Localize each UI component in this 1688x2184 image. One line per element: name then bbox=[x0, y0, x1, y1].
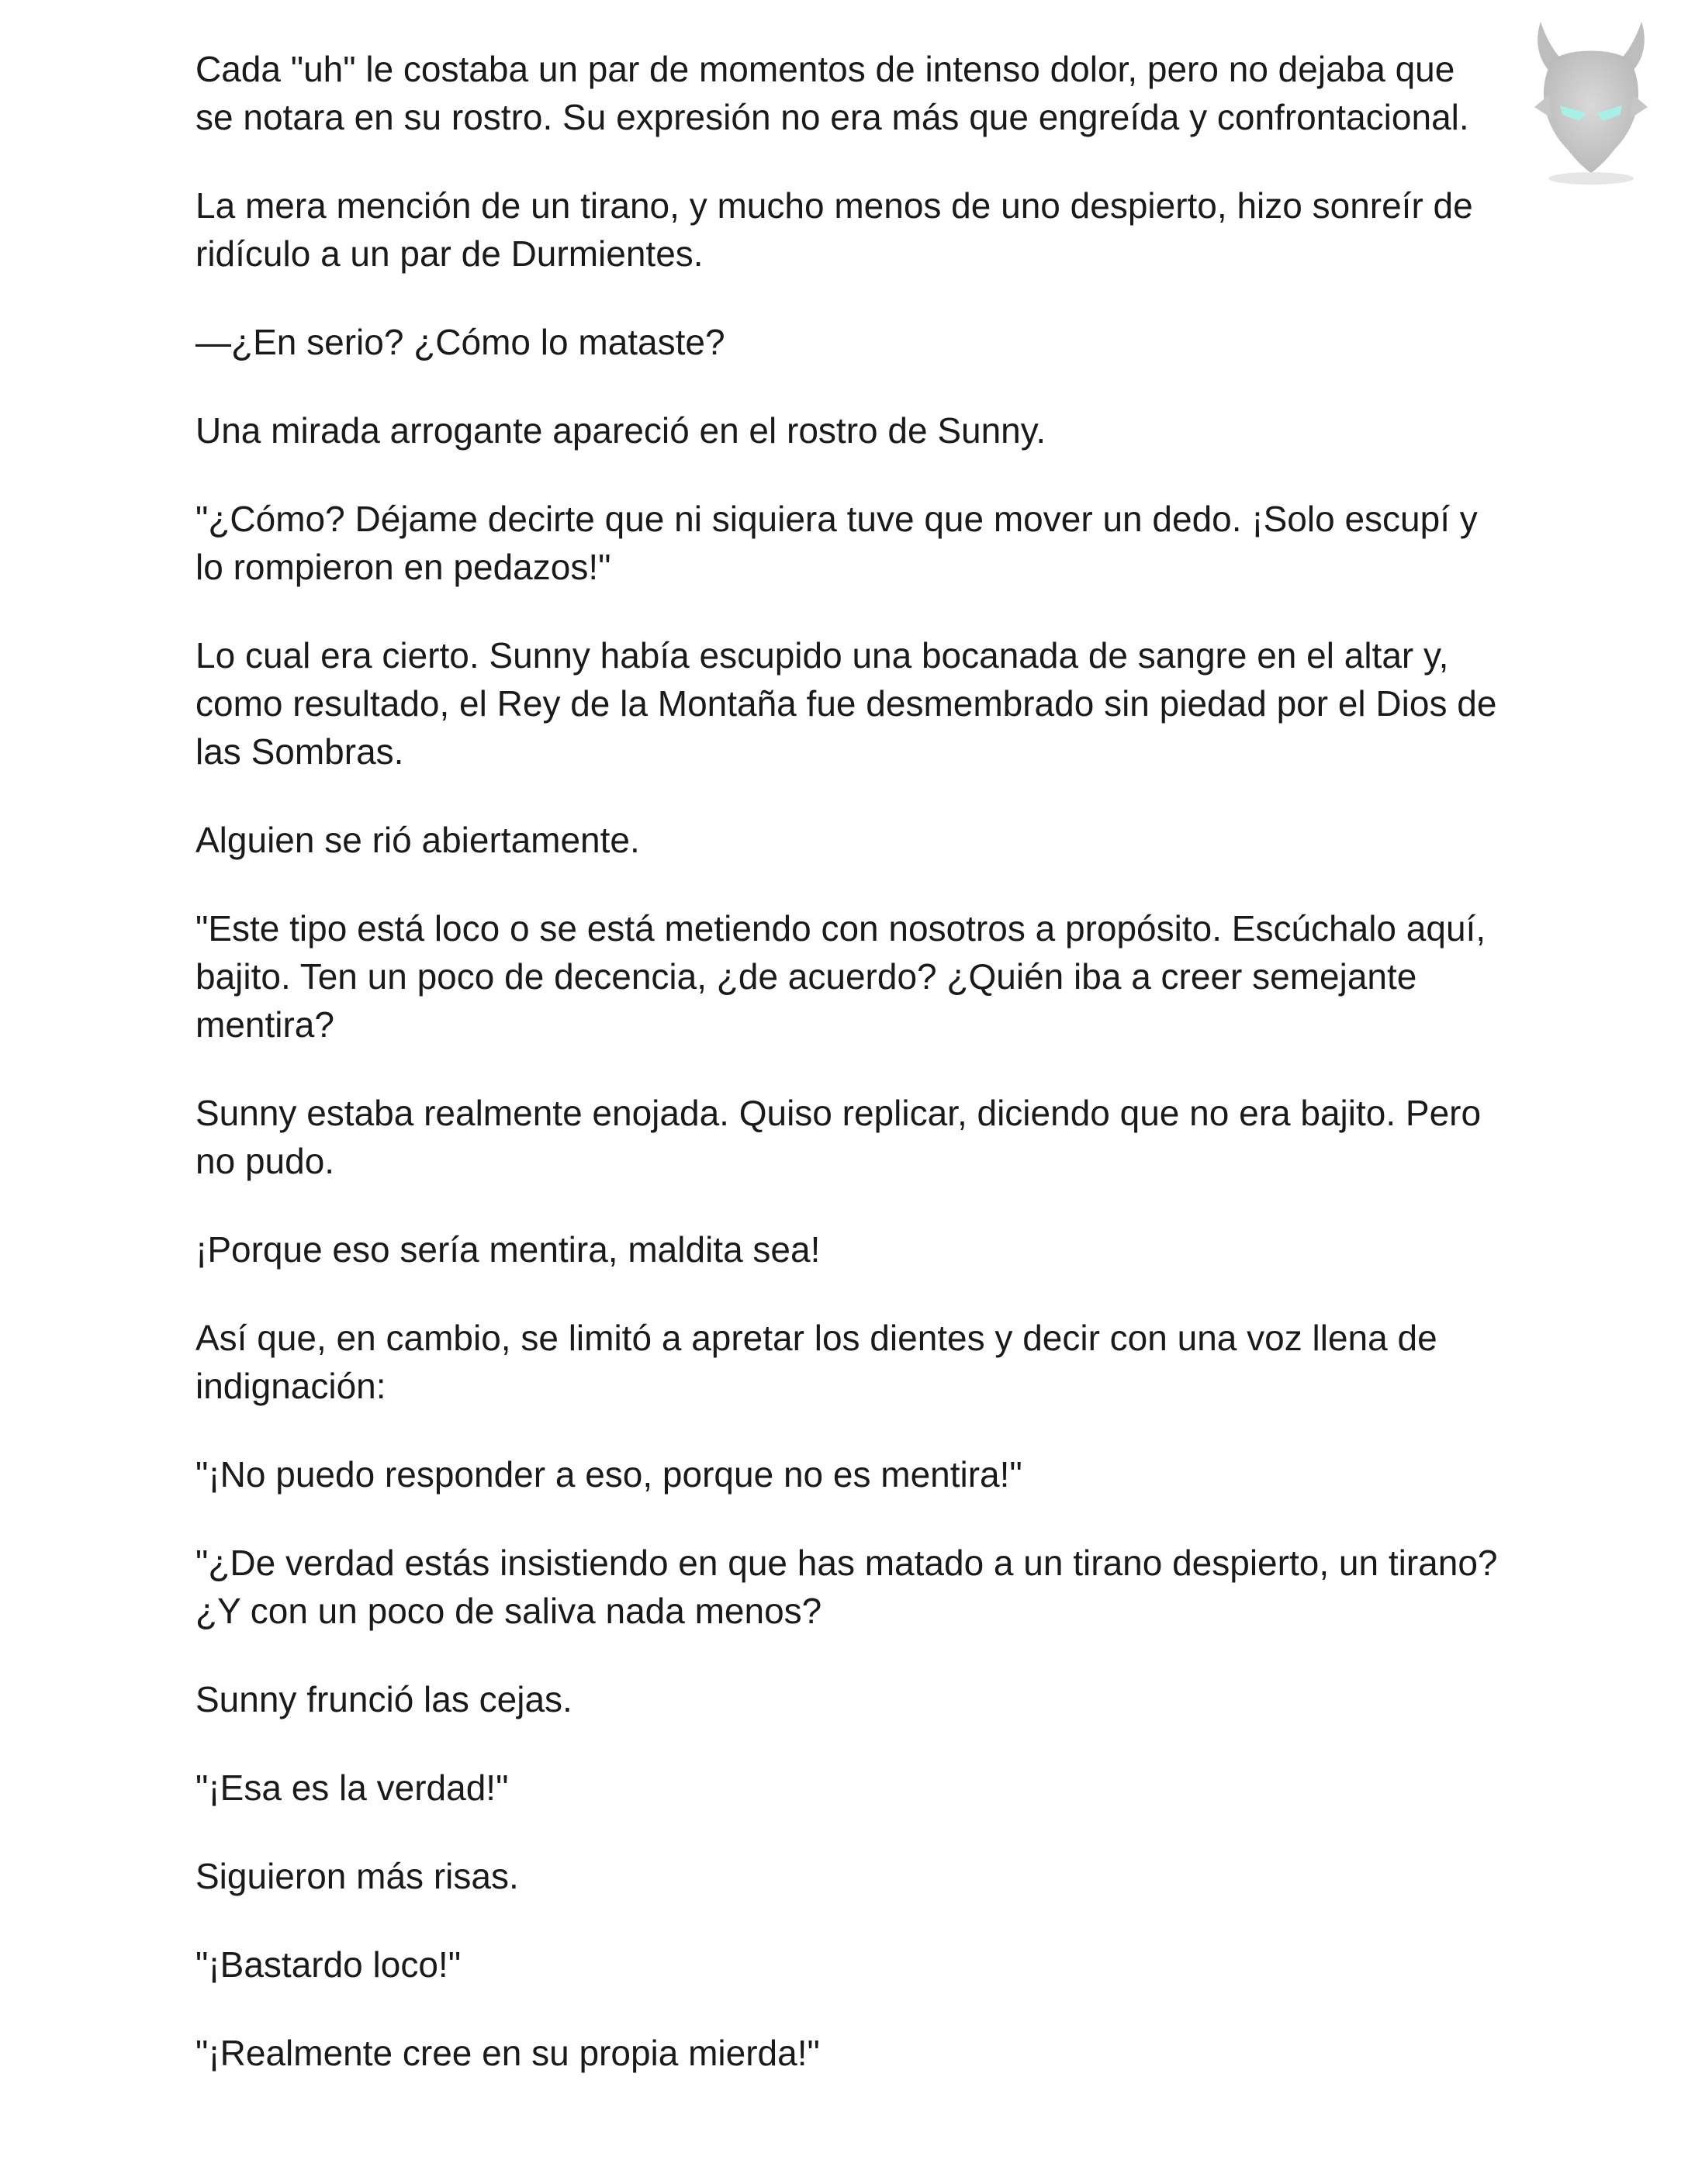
demon-head-icon bbox=[1517, 14, 1665, 192]
paragraph: "¿De verdad estás insistiendo en que has matado a un tirano despierto, un tirano? ¿Y con un poco de saliva nada menos? bbox=[195, 1543, 1498, 1631]
paragraph: Lo cual era cierto. Sunny había escupido una bocanada de sangre en el altar y, como resultado, el Rey de la Montaña fue desmembrado sin piedad por el Dios de las Sombras. bbox=[195, 635, 1497, 772]
document-body bbox=[195, 45, 1499, 2117]
paragraph: "¡No puedo responder a eso, porque no es mentira!" bbox=[195, 1454, 1022, 1495]
paragraph: La mera mención de un tirano, y mucho menos de uno despierto, hizo sonreír de ridículo a un par de Durmientes. bbox=[195, 185, 1473, 274]
paragraph: "¡Bastardo loco!" bbox=[195, 1944, 462, 1985]
paragraph: "¿Cómo? Déjame decirte que ni siquiera tuve que mover un dedo. ¡Solo escupí y lo rompieron en pedazos!" bbox=[195, 499, 1478, 587]
paragraph: ¡Porque eso sería mentira, maldita sea! bbox=[195, 1229, 821, 1270]
paragraph: Siguieron más risas. bbox=[195, 1856, 519, 1896]
paragraph: "Este tipo está loco o se está metiendo con nosotros a propósito. Escúchalo aquí, bajito. Ten un poco de decencia, ¿de acuerdo? ¿Quién iba a creer semejante mentira? bbox=[195, 908, 1486, 1045]
paragraph: Cada "uh" le costaba un par de momentos de intenso dolor, pero no dejaba que se notara en su rostro. Su expresión no era más que engreída y confrontacional. bbox=[195, 49, 1469, 137]
paragraph: Alguien se rió abiertamente. bbox=[195, 820, 640, 860]
paragraph: Una mirada arrogante apareció en el rostro de Sunny. bbox=[195, 410, 1046, 451]
paragraph: Así que, en cambio, se limitó a apretar los dientes y decir con una voz llena de indignación: bbox=[195, 1318, 1437, 1406]
paragraph: —¿En serio? ¿Cómo lo mataste? bbox=[195, 322, 725, 362]
paragraph: Sunny estaba realmente enojada. Quiso replicar, diciendo que no era bajito. Pero no pudo. bbox=[195, 1093, 1482, 1181]
paragraph: "¡Esa es la verdad!" bbox=[195, 1768, 509, 1808]
paragraph: Sunny frunció las cejas. bbox=[195, 1679, 572, 1719]
paragraph: "¡Realmente cree en su propia mierda!" bbox=[195, 2033, 820, 2073]
